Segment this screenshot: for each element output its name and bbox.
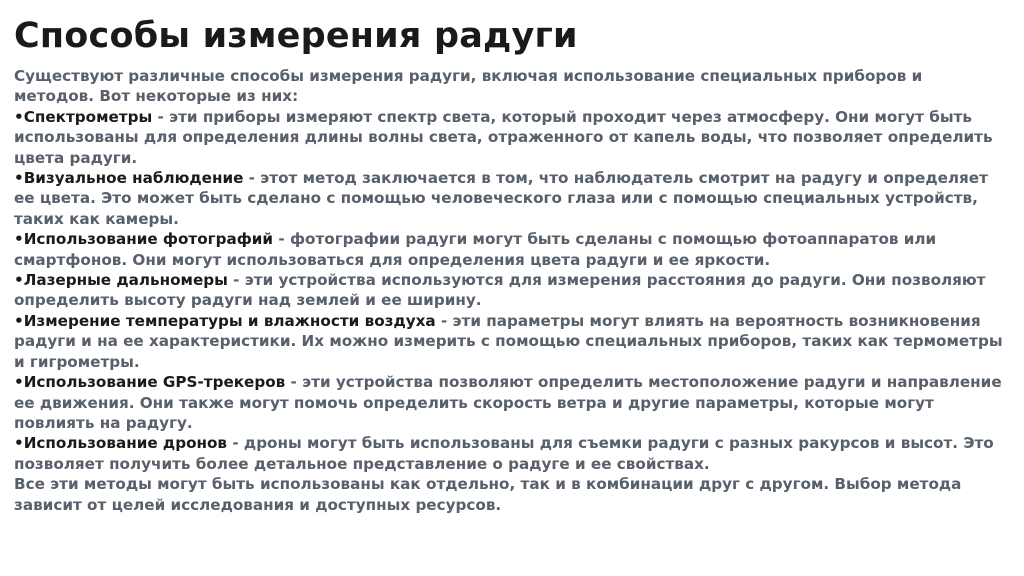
bullet-marker: •	[14, 271, 24, 290]
intro-paragraph: Существуют различные способы измерения радуги, включая использование специальных приборов и методов. Вот некоторые из них:	[14, 67, 923, 106]
list-item-drones	[14, 433, 1004, 474]
bullet-marker: •	[14, 169, 24, 188]
item-text: - эти приборы измеряют спектр света, который проходит через атмосферу. Они могут быть использованы для определения длины волны света, отраженного от капель воды, что позволяет определить цвета радуги.	[14, 107, 993, 167]
list-item-visual-observation	[14, 168, 1004, 229]
bullet-marker: •	[14, 434, 24, 453]
item-term: Использование фотографий	[23, 230, 274, 249]
item-text: - этот метод заключается в том, что наблюдатель смотрит на радугу и определяет ее цвета. Это может быть сделано с помощью человеческого глаза или с помощью специальных устройств, таких как камеры.	[14, 169, 988, 228]
item-text: - фотографии радуги могут быть сделаны с помощью фотоаппаратов или смартфонов. Они могут использоваться для определения цвета радуги и ее яркости.	[14, 230, 937, 269]
list-item-photographs	[14, 229, 1004, 270]
bullet-marker: •	[14, 230, 24, 249]
bullet-marker: •	[14, 373, 24, 392]
bullet-marker: •	[14, 311, 24, 330]
item-term: Использование GPS-трекеров	[23, 373, 286, 392]
item-term: Лазерные дальномеры	[23, 271, 228, 290]
item-term: Использование дронов	[23, 434, 228, 453]
slide-title: Способы измерения радуги	[14, 16, 578, 56]
item-text: - эти устройства позволяют определить местоположение радуги и направление ее движения. Они также могут помочь определить скорость ветра и другие параметры, которые могут повлиять на радугу.	[14, 373, 1002, 432]
list-item-temperature-humidity	[14, 311, 1004, 372]
slide-body	[14, 66, 1004, 515]
item-term: Измерение температуры и влажности воздуха	[23, 311, 436, 330]
list-item-gps-trackers	[14, 372, 1004, 433]
conclusion-paragraph: Все эти методы могут быть использованы как отдельно, так и в комбинации друг с другом. Выбор метода зависит от целей исследования и доступных ресурсов.	[14, 475, 962, 514]
item-text: - эти параметры могут влиять на вероятность возникновения радуги и на ее характеристики. Их можно измерить с помощью специальных приборов, таких как термометры и гигрометры.	[14, 311, 1003, 371]
list-item-spectrometers	[14, 107, 1004, 168]
bullet-marker: •	[14, 107, 24, 126]
item-term: Спектрометры	[23, 107, 153, 126]
list-item-laser-rangefinders	[14, 270, 1004, 311]
item-term: Визуальное наблюдение	[23, 169, 244, 188]
item-text: - эти устройства используются для измерения расстояния до радуги. Они позволяют определить высоту радуги над землей и ее ширину.	[14, 271, 986, 310]
item-text: - дроны могут быть использованы для съемки радуги с разных ракурсов и высот. Это позволяет получить более детальное представление о радуге и ее свойствах.	[14, 434, 994, 473]
